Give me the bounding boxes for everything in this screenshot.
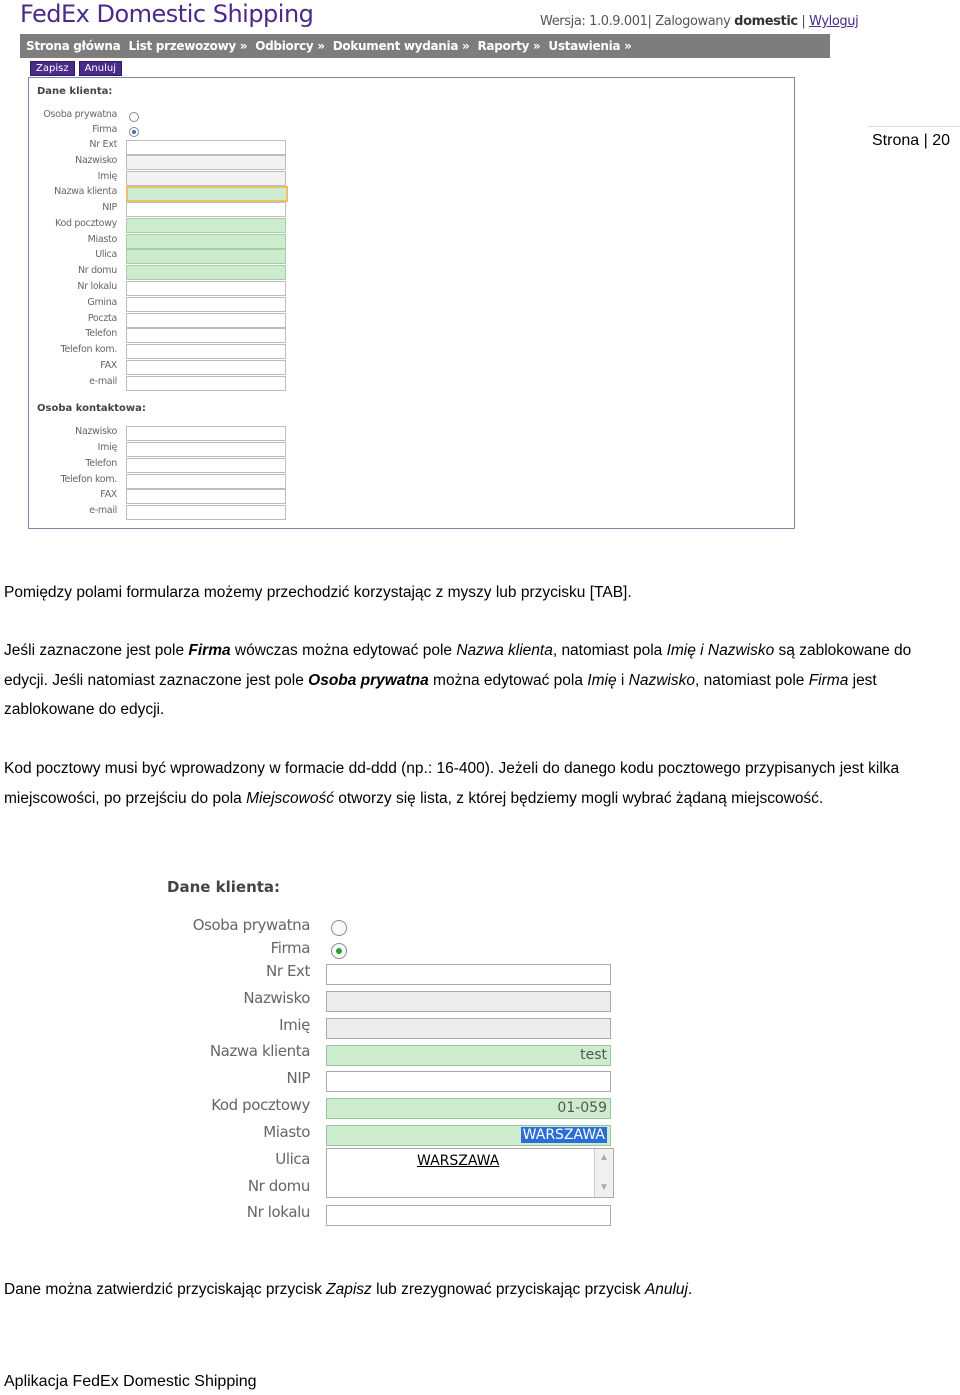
dropdown-scrollbar[interactable]	[594, 1149, 613, 1197]
label-fax: FAX	[100, 360, 117, 371]
label-private: Osoba prywatna	[43, 109, 117, 120]
zoom-label-nip: NIP	[286, 1069, 310, 1087]
label-contact-email: e-mail	[89, 505, 117, 516]
label-postal: Kod pocztowy	[54, 218, 117, 229]
label-name: Imię	[97, 171, 117, 182]
paragraph-firma	[4, 636, 954, 725]
zoom-input-surname[interactable]	[326, 991, 611, 1012]
input-contact-email[interactable]	[126, 505, 286, 520]
label-client-name: Nazwa klienta	[54, 186, 117, 197]
text: .	[687, 1281, 693, 1298]
input-nip[interactable]	[126, 202, 286, 217]
text: i	[616, 671, 629, 689]
page-divider	[867, 126, 960, 127]
zoom-input-name[interactable]	[326, 1018, 611, 1039]
radio-company[interactable]	[129, 127, 139, 137]
zoom-label-name: Imię	[279, 1016, 310, 1034]
zoom-label-street: Ulica	[275, 1150, 310, 1168]
label-contact-phone: Telefon	[85, 458, 117, 469]
text-anuluj: Anuluj	[644, 1281, 688, 1298]
zoom-label-city: Miasto	[263, 1123, 310, 1141]
zoom-section-title: Dane klienta:	[167, 878, 281, 896]
client-form	[28, 77, 795, 529]
radio-private[interactable]	[129, 112, 139, 122]
zoom-label-company: Firma	[270, 939, 310, 957]
zoom-input-client-name[interactable]: test	[326, 1045, 611, 1066]
text: otworzy się lista, z której będziemy mogli wybrać żądaną miejscowość.	[333, 789, 824, 807]
input-contact-phone[interactable]	[126, 458, 286, 473]
text-firma-2: Firma	[808, 671, 849, 689]
text: Kod pocztowy musi być wprowadzony w formacie dd-ddd (np.: 16-400). Jeżeli do danego kodu pocztowego przypisanych jest kilka miejscowości, po przejściu do pola	[4, 760, 900, 807]
text-nazwisko: Nazwisko	[628, 671, 695, 689]
page-footer: Aplikacja FedEx Domestic Shipping	[4, 1373, 257, 1390]
nav-home[interactable]: Strona główna	[26, 39, 121, 53]
label-phone: Telefon	[85, 328, 117, 339]
text: można edytować pola	[428, 671, 588, 689]
label-mobile: Telefon kom.	[60, 344, 117, 355]
logged-label: Zalogowany	[655, 14, 731, 29]
input-fax[interactable]	[126, 360, 286, 375]
input-postal[interactable]	[126, 218, 286, 233]
input-contact-fax[interactable]	[126, 489, 286, 504]
version-bar: Wersja: 1.0.9.001| Zalogowany domestic | Wyloguj	[540, 14, 859, 29]
text: jest zablokowane do edycji.	[4, 671, 877, 718]
text: są zablokowane do edycji. Jeśli natomiast zaznaczone jest pole	[4, 642, 912, 689]
input-client-name[interactable]	[126, 186, 288, 202]
text-imie-nazwisko: Imię i Nazwisko	[666, 642, 775, 659]
text: , natomiast pola	[552, 642, 667, 659]
label-post: Poczta	[87, 313, 117, 324]
nav-reports[interactable]: Raporty »	[477, 39, 541, 53]
label-contact-surname: Nazwisko	[75, 426, 117, 437]
label-surname: Nazwisko	[75, 155, 117, 166]
main-nav	[20, 34, 830, 58]
section-client-title: Dane klienta:	[37, 86, 113, 97]
zoom-input-flat[interactable]	[326, 1205, 611, 1226]
city-dropdown-list[interactable]	[326, 1148, 614, 1198]
label-contact-fax: FAX	[100, 489, 117, 500]
scroll-down-icon[interactable]: ▼	[599, 1182, 609, 1193]
zoom-label-postal: Kod pocztowy	[211, 1096, 310, 1114]
zoom-label-client-name: Nazwa klienta	[209, 1042, 310, 1060]
text: Dane można zatwierdzić przyciskając przycisk	[4, 1281, 327, 1298]
input-commune[interactable]	[126, 297, 286, 312]
section-contact-title: Osoba kontaktowa:	[37, 403, 146, 414]
text: lub zrezygnować przyciskając przycisk	[371, 1281, 645, 1298]
text: wówczas można edytować pole	[230, 642, 457, 659]
zoom-label-nr-ext: Nr Ext	[266, 962, 310, 980]
label-nip: NIP	[102, 202, 117, 213]
version-label: Wersja: 1.0.9.001|	[540, 14, 652, 29]
logout-link[interactable]: Wyloguj	[809, 14, 859, 29]
input-contact-surname[interactable]	[126, 426, 286, 441]
label-commune: Gmina	[87, 297, 117, 308]
label-nr-ext: Nr Ext	[89, 139, 117, 150]
nav-settings[interactable]: Ustawienia »	[548, 39, 632, 53]
input-phone[interactable]	[126, 328, 286, 343]
scroll-up-icon[interactable]: ▲	[599, 1152, 609, 1163]
nav-waybill[interactable]: List przewozowy »	[128, 39, 248, 53]
label-email: e-mail	[89, 376, 117, 387]
zoom-label-flat: Nr lokalu	[246, 1203, 310, 1221]
zoom-label-private: Osoba prywatna	[192, 916, 310, 934]
zoom-input-postal[interactable]: 01-059	[326, 1098, 611, 1119]
save-button[interactable]: Zapisz	[30, 61, 75, 76]
zoom-radio-private[interactable]	[331, 920, 347, 936]
text-osoba-prywatna: Osoba prywatna	[308, 671, 429, 689]
input-house[interactable]	[126, 265, 286, 280]
paragraph-postal	[4, 754, 954, 813]
zoom-radio-company[interactable]	[331, 943, 347, 959]
paragraph-save	[4, 1275, 954, 1305]
text-nazwa-klienta: Nazwa klienta	[456, 642, 553, 659]
zoom-input-city[interactable]	[326, 1125, 611, 1146]
input-city[interactable]	[126, 234, 286, 249]
zoom-input-nr-ext[interactable]	[326, 964, 611, 985]
input-email[interactable]	[126, 376, 286, 391]
page-number: Strona | 20	[872, 132, 950, 149]
nav-recipients[interactable]: Odbiorcy »	[255, 39, 325, 53]
city-option[interactable]: WARSZAWA	[417, 1153, 500, 1169]
label-street: Ulica	[95, 249, 117, 260]
label-contact-name: Imię	[97, 442, 117, 453]
zoom-label-house: Nr domu	[247, 1177, 310, 1195]
input-street[interactable]	[126, 249, 286, 264]
label-city: Miasto	[87, 234, 117, 245]
input-nr-ext[interactable]	[126, 140, 286, 155]
paragraph-navigation: Pomiędzy polami formularza możemy przechodzić korzystając z myszy lub przycisku [TAB].	[4, 584, 632, 601]
input-surname[interactable]	[126, 155, 286, 170]
text: Jeśli zaznaczone jest pole	[4, 642, 189, 659]
input-mobile[interactable]	[126, 344, 286, 359]
label-company: Firma	[92, 124, 117, 135]
input-name[interactable]	[126, 171, 286, 186]
text-imie: Imię	[587, 671, 617, 689]
input-flat[interactable]	[126, 281, 286, 296]
zoom-input-nip[interactable]	[326, 1071, 611, 1092]
input-post[interactable]	[126, 313, 286, 328]
zoom-city-selected-text: WARSZAWA	[522, 1127, 605, 1143]
label-house: Nr domu	[77, 265, 117, 276]
input-contact-name[interactable]	[126, 442, 286, 457]
user-name: domestic	[734, 14, 798, 29]
nav-release-doc[interactable]: Dokument wydania »	[332, 39, 470, 53]
text: , natomiast pole	[694, 671, 809, 689]
label-contact-mobile: Telefon kom.	[60, 474, 117, 485]
zoom-label-surname: Nazwisko	[243, 989, 310, 1007]
text-zapisz: Zapisz	[326, 1281, 372, 1298]
text-miejscowosc: Miejscowość	[246, 789, 334, 807]
input-contact-mobile[interactable]	[126, 474, 286, 489]
app-title: FedEx Domestic Shipping	[20, 0, 314, 28]
label-flat: Nr lokalu	[77, 281, 117, 292]
action-buttons	[30, 61, 122, 76]
cancel-button[interactable]: Anuluj	[79, 61, 122, 76]
text-firma: Firma	[188, 642, 231, 659]
